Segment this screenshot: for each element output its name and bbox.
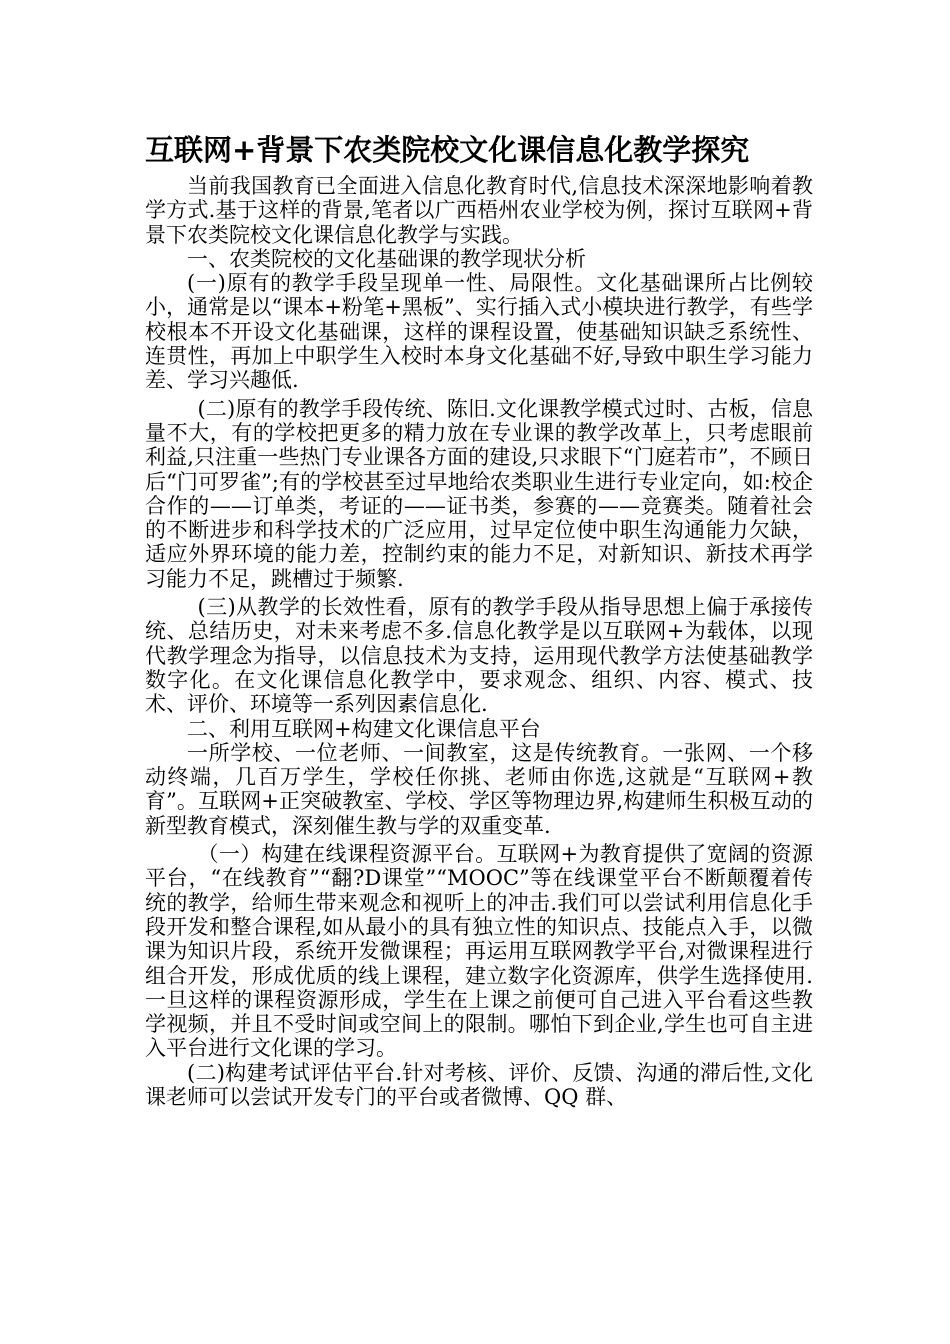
paragraph-1-1: (一)原有的教学手段呈现单一性、局限性。文化基础课所占比例较小，通常是以“课本+粉笔+黑板”、实行插入式小模块进行教学，有些学校根本不开设文化基础课，这样的课程设置，使基础知识缺乏系统性、连贯性，再加上中职学生入校时本身文化基础不好,导致中职生学习能力差、学习兴趣低. [145, 271, 813, 393]
intro-paragraph: 当前我国教育已全面进入信息化教育时代,信息技术深深地影响着教学方式.基于这样的背景,笔者以广西梧州农业学校为例，探讨互联网+背景下农类院校文化课信息化教学与实践。 [145, 174, 813, 247]
section-heading-1: 一、农类院校的文化基础课的教学现状分析 [187, 246, 586, 271]
paragraph-2-intro: 一所学校、一位老师、一间教室，这是传统教育。一张网、一个移动终端，几百万学生，学校任你挑、老师由你选,这就是“互联网+教育”。互联网+正突破教室、学校、学区等物理边界,构建师生积极互动的新型教育模式，深刻催生教与学的双重变革. [145, 740, 813, 838]
paragraph-2-2: (二)构建考试评估平台.针对考核、评价、反馈、沟通的滞后性,文化课老师可以尝试开发专门的平台或者微博、QQ 群、 [145, 1060, 813, 1109]
paragraph-1-2: (二)原有的教学手段传统、陈旧.文化课教学模式过时、古板，信息量不大，有的学校把更多的精力放在专业课的教学改革上，只考虑眼前利益,只注重一些热门专业课各方面的建设,只求眼下“门庭若市”，不顾日后“门可罗雀”;有的学校甚至过早地给农类职业生进行专业定向，如:校企合作的——订单类，考证的——证书类，参赛的——竞赛类。随着社会的不断进步和科学技术的广泛应用，过早定位使中职生沟通能力欠缺，适应外界环境的能力差，控制约束的能力不足，对新知识、新技术再学习能力不足，跳槽过于频繁. [145, 396, 813, 591]
document-body [145, 130, 813, 1109]
section-heading-2: 二、利用互联网+构建文化课信息平台 [187, 716, 541, 741]
paragraph-2-1: （一）构建在线课程资源平台。互联网+为教育提供了宽阔的资源平台，“在线教育”“翻?D课堂”“MOOC”等在线课堂平台不断颠覆着传统的教学，给师生带来观念和视听上的冲击.我们可以尝试利用信息化手段开发和整合课程,如从最小的具有独立性的知识点、技能点入手，以微课为知识片段，系统开发微课程；再运用互联网教学平台,对微课程进行组合开发，形成优质的线上课程，建立数字化资源库，供学生选择使用.一旦这样的课程资源形成，学生在上课之前便可自己进入平台看这些教学视频，并且不受时间或空间上的限制。哪怕下到企业,学生也可自主进入平台进行文化课的学习。 [145, 842, 813, 1061]
document-title: 互联网+背景下农类院校文化课信息化教学探究 [145, 133, 750, 167]
paragraph-1-3: (三)从教学的长效性看，原有的教学手段从指导思想上偏于承接传统、总结历史，对未来考虑不多.信息化教学是以互联网+为载体，以现代教学理念为指导，以信息技术为支持，运用现代教学方法使基础教学数字化。在文化课信息化教学中，要求观念、组织、内容、模式、技术、评价、环境等一系列因素信息化. [145, 595, 813, 717]
